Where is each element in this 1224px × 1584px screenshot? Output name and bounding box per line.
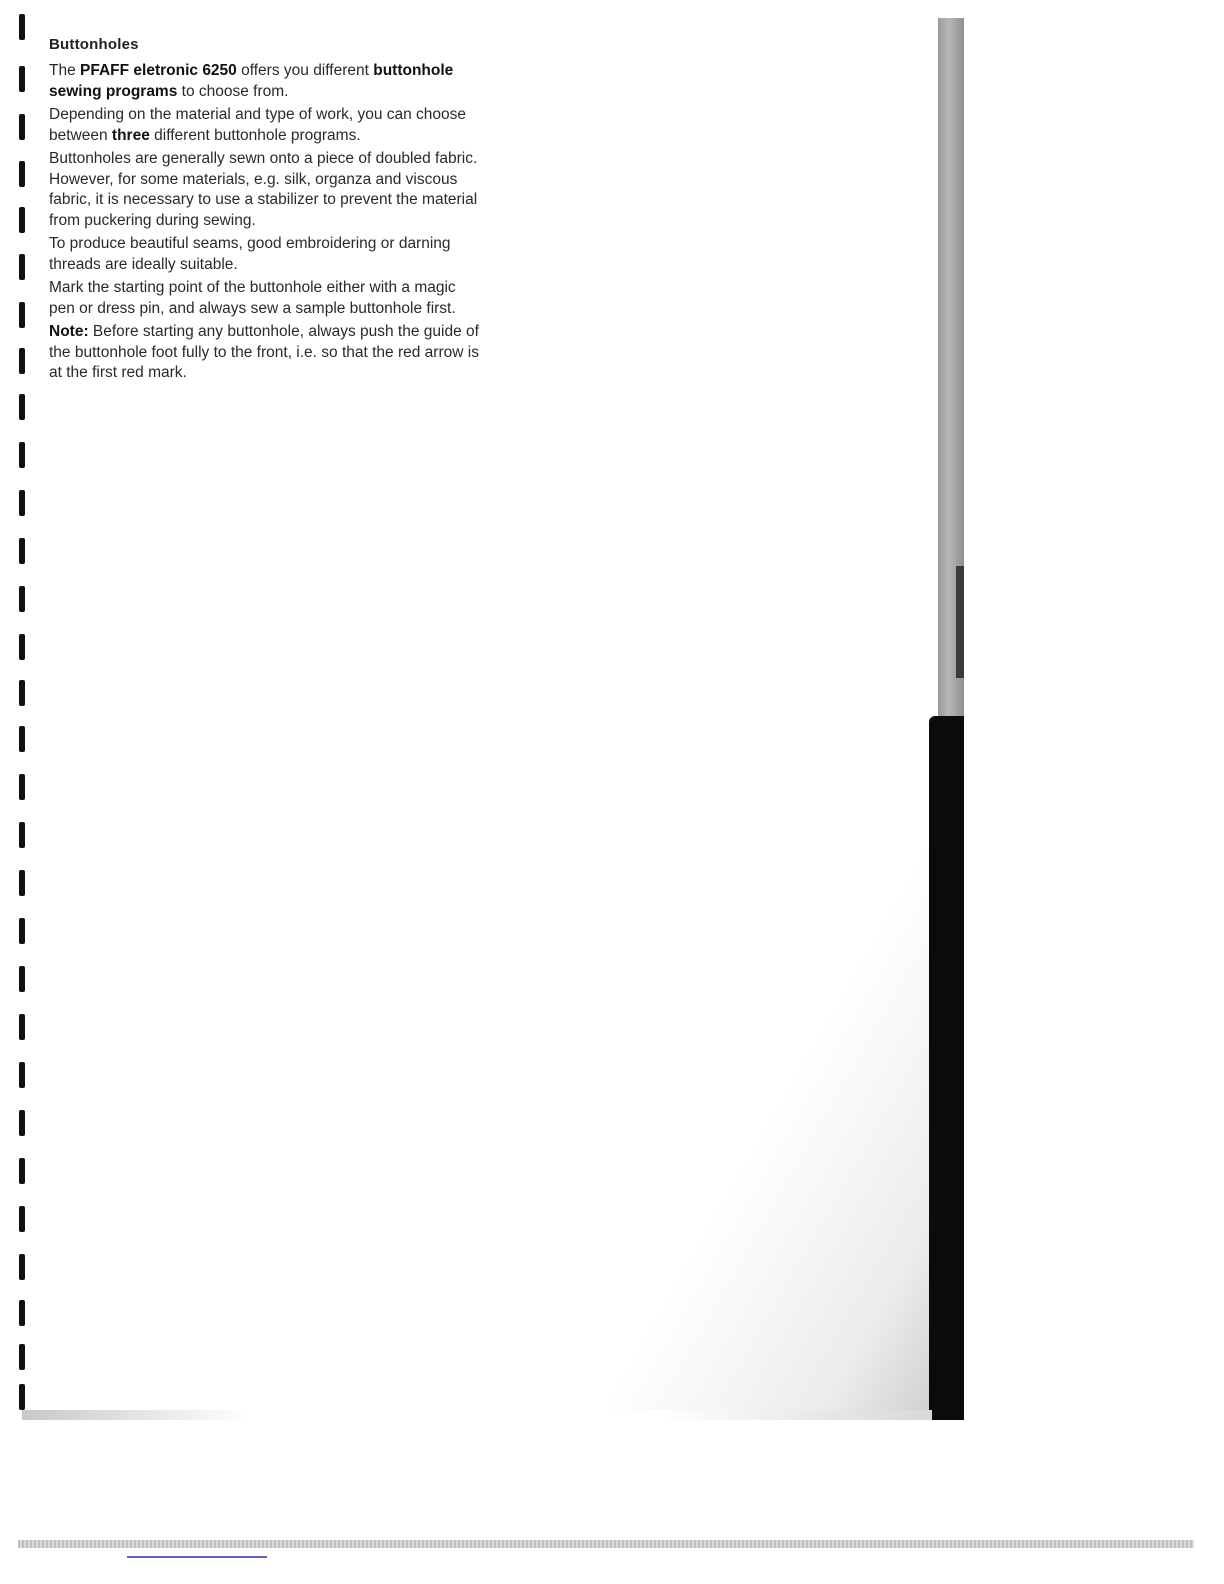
binding-mark	[19, 1206, 25, 1232]
page-number-smudge	[889, 1372, 913, 1386]
scan-edge-line	[18, 1540, 1194, 1548]
binding-mark	[19, 302, 25, 328]
binding-mark	[19, 66, 25, 92]
binding-mark	[19, 634, 25, 660]
binding-mark	[19, 1344, 25, 1370]
choice-paragraph	[49, 105, 479, 146]
binding-mark	[19, 394, 25, 420]
binding-mark	[19, 538, 25, 564]
stabilizer-paragraph: Buttonholes are generally sewn onto a piece of doubled fabric. However, for some materials, e.g. silk, organza and viscous fabric, it is necessary to use a stabilizer to prevent the material from puckering during sewing.	[49, 150, 478, 229]
binding-mark	[19, 726, 25, 752]
intro-text: offers you different	[236, 62, 374, 79]
binding-mark	[19, 870, 25, 896]
binding-mark	[19, 161, 25, 187]
section-tab-label	[956, 566, 964, 678]
binding-mark	[19, 918, 25, 944]
page-shadow	[600, 700, 930, 1420]
binding-mark	[19, 490, 25, 516]
thread-paragraph: To produce beautiful seams, good embroidering or darning threads are ideally suitable.	[49, 235, 451, 273]
binding-mark	[19, 586, 25, 612]
binding-mark	[19, 1158, 25, 1184]
blue-rule	[127, 1556, 267, 1558]
intro-text: The	[49, 62, 81, 79]
binding-mark	[19, 1254, 25, 1280]
marking-paragraph: Mark the starting point of the buttonhole either with a magic pen or dress pin, and always sew a sample buttonhole first.	[49, 279, 456, 317]
three-emphasis: three	[111, 126, 150, 144]
programs-emphasis: buttonhole sewing programs	[49, 62, 454, 100]
intro-paragraph	[49, 61, 479, 102]
binding-mark	[19, 966, 25, 992]
page-bottom-edge	[22, 1410, 932, 1420]
binding-mark	[19, 207, 25, 233]
note-label: Note:	[49, 323, 89, 340]
binding-mark	[19, 774, 25, 800]
binding-mark	[19, 348, 25, 374]
choice-text: Depending on the material and type of work, you can choose between	[49, 106, 467, 144]
choice-text: different buttonhole programs.	[149, 126, 361, 144]
binding-marks	[19, 14, 27, 1414]
binding-mark	[19, 1300, 25, 1326]
binding-mark	[19, 114, 25, 140]
note-paragraph	[49, 322, 479, 384]
binding-mark	[19, 1384, 25, 1410]
note-text: Before starting any buttonhole, always push the guide of the buttonhole foot fully to the front, i.e. so that the red arrow is at the first red mark.	[49, 323, 479, 381]
binding-mark	[19, 822, 25, 848]
binding-mark	[19, 1110, 25, 1136]
section-tab-black	[929, 716, 964, 1420]
binding-mark	[19, 254, 25, 280]
page-heading: Buttonholes	[49, 36, 139, 53]
binding-mark	[19, 1062, 25, 1088]
model-name: PFAFF eletronic 6250	[80, 62, 237, 79]
binding-mark	[19, 14, 25, 40]
page-content	[49, 36, 479, 387]
binding-mark	[19, 680, 25, 706]
intro-text: to choose from.	[177, 82, 289, 100]
binding-mark	[19, 1014, 25, 1040]
binding-mark	[19, 442, 25, 468]
